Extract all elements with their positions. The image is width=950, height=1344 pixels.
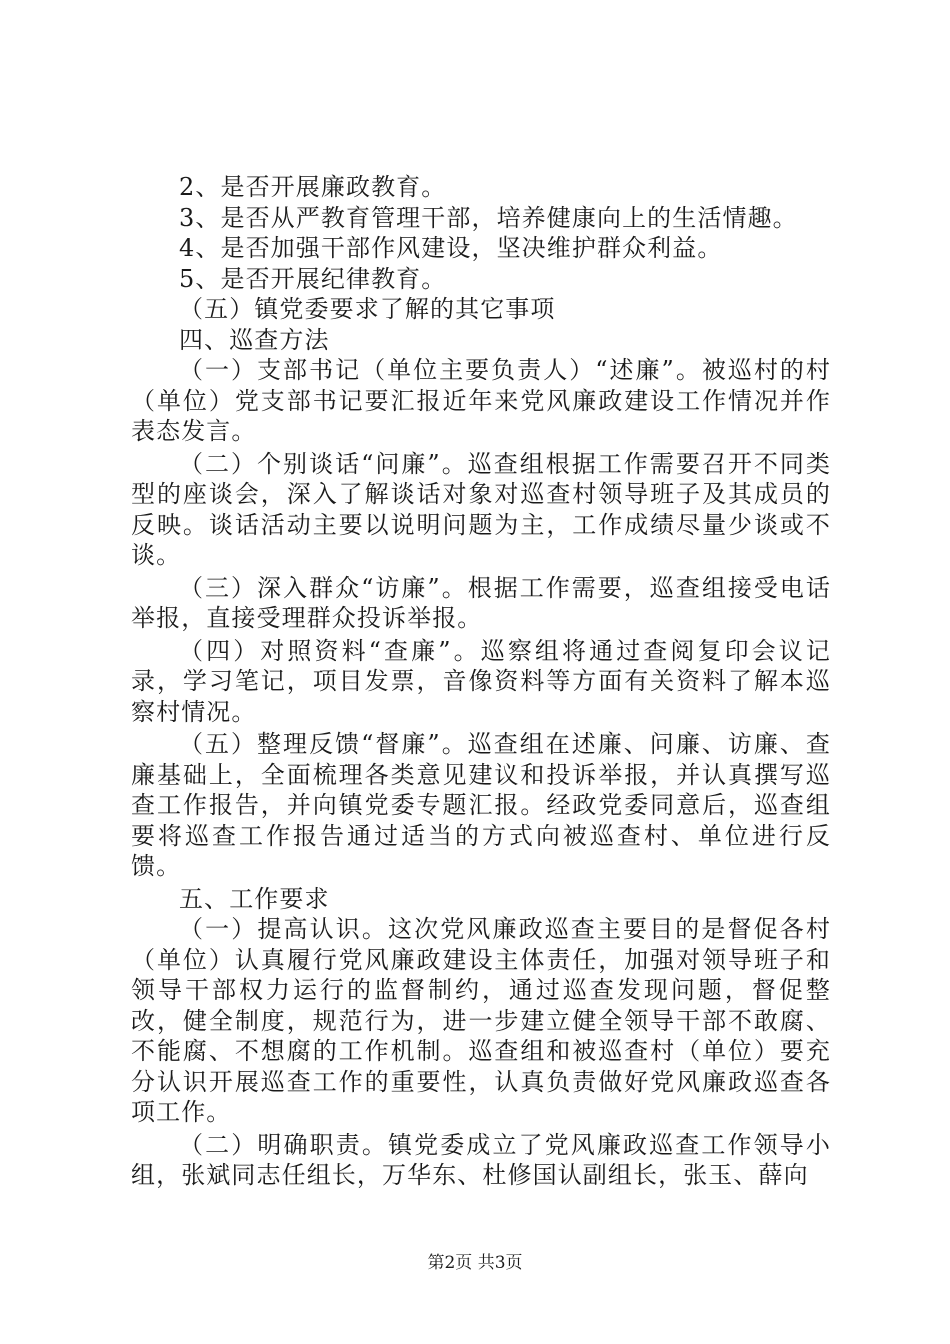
paragraph: （一）支部书记（单位主要负责人）“述廉”。被巡村的村（单位）党支部书记要汇报近年来党风廉政建设工作情况并作表态发言。 xyxy=(131,356,831,445)
paragraph: （三）深入群众“访廉”。根据工作需要，巡查组接受电话举报，直接受理群众投诉举报。 xyxy=(131,573,831,632)
paragraph: （一）提高认识。这次党风廉政巡查主要目的是督促各村（单位）认真履行党风廉政建设主体责任，加强对领导班子和领导干部权力运行的监督制约，通过巡查发现问题，督促整改，健全制度，规范行为，进一步建立健全领导干部不敢腐、不能腐、不想腐的工作机制。巡查组和被巡查村（单位）要充分认识开展巡查工作的重要性，认真负责做好党风廉政巡查各项工作。 xyxy=(131,915,831,1126)
document-body xyxy=(131,172,831,1191)
paragraph: （二）个别谈话“问廉”。巡查组根据工作需要召开不同类型的座谈会，深入了解谈话对象对巡查村领导班子及其成员的反映。谈话活动主要以说明问题为主，工作成绩尽量少谈或不谈。 xyxy=(131,449,831,569)
list-item: 2、是否开展廉政教育。 xyxy=(179,173,447,201)
subsection-heading: （五）镇党委要求了解的其它事项 xyxy=(179,295,556,323)
section-heading: 四、巡查方法 xyxy=(179,325,330,354)
list-item: 4、是否加强干部作风建设，坚决维护群众利益。 xyxy=(179,234,723,262)
paragraph: （五）整理反馈“督廉”。巡查组在述廉、问廉、访廉、查廉基础上，全面梳理各类意见建议和投诉举报，并认真撰写巡查工作报告，并向镇党委专题汇报。经政党委同意后，巡查组要将巡查工作报告通过适当的方式向被巡查村、单位进行反馈。 xyxy=(131,730,831,880)
list-item: 5、是否开展纪律教育。 xyxy=(179,264,447,293)
paragraph: （二）明确职责。镇党委成立了党风廉政巡查工作领导小组，张斌同志任组长，万华东、杜修国认副组长，张玉、薛向 xyxy=(131,1130,831,1189)
paragraph: （四）对照资料“查廉”。巡察组将通过查阅复印会议记录，学习笔记，项目发票，音像资料等方面有关资料了解本巡察村情况。 xyxy=(131,636,831,726)
page-number-footer: 第2页 共3页 xyxy=(427,1253,523,1273)
list-item: 3、是否从严教育管理干部，培养健康向上的生活情趣。 xyxy=(179,203,798,232)
section-heading: 五、工作要求 xyxy=(179,884,330,913)
